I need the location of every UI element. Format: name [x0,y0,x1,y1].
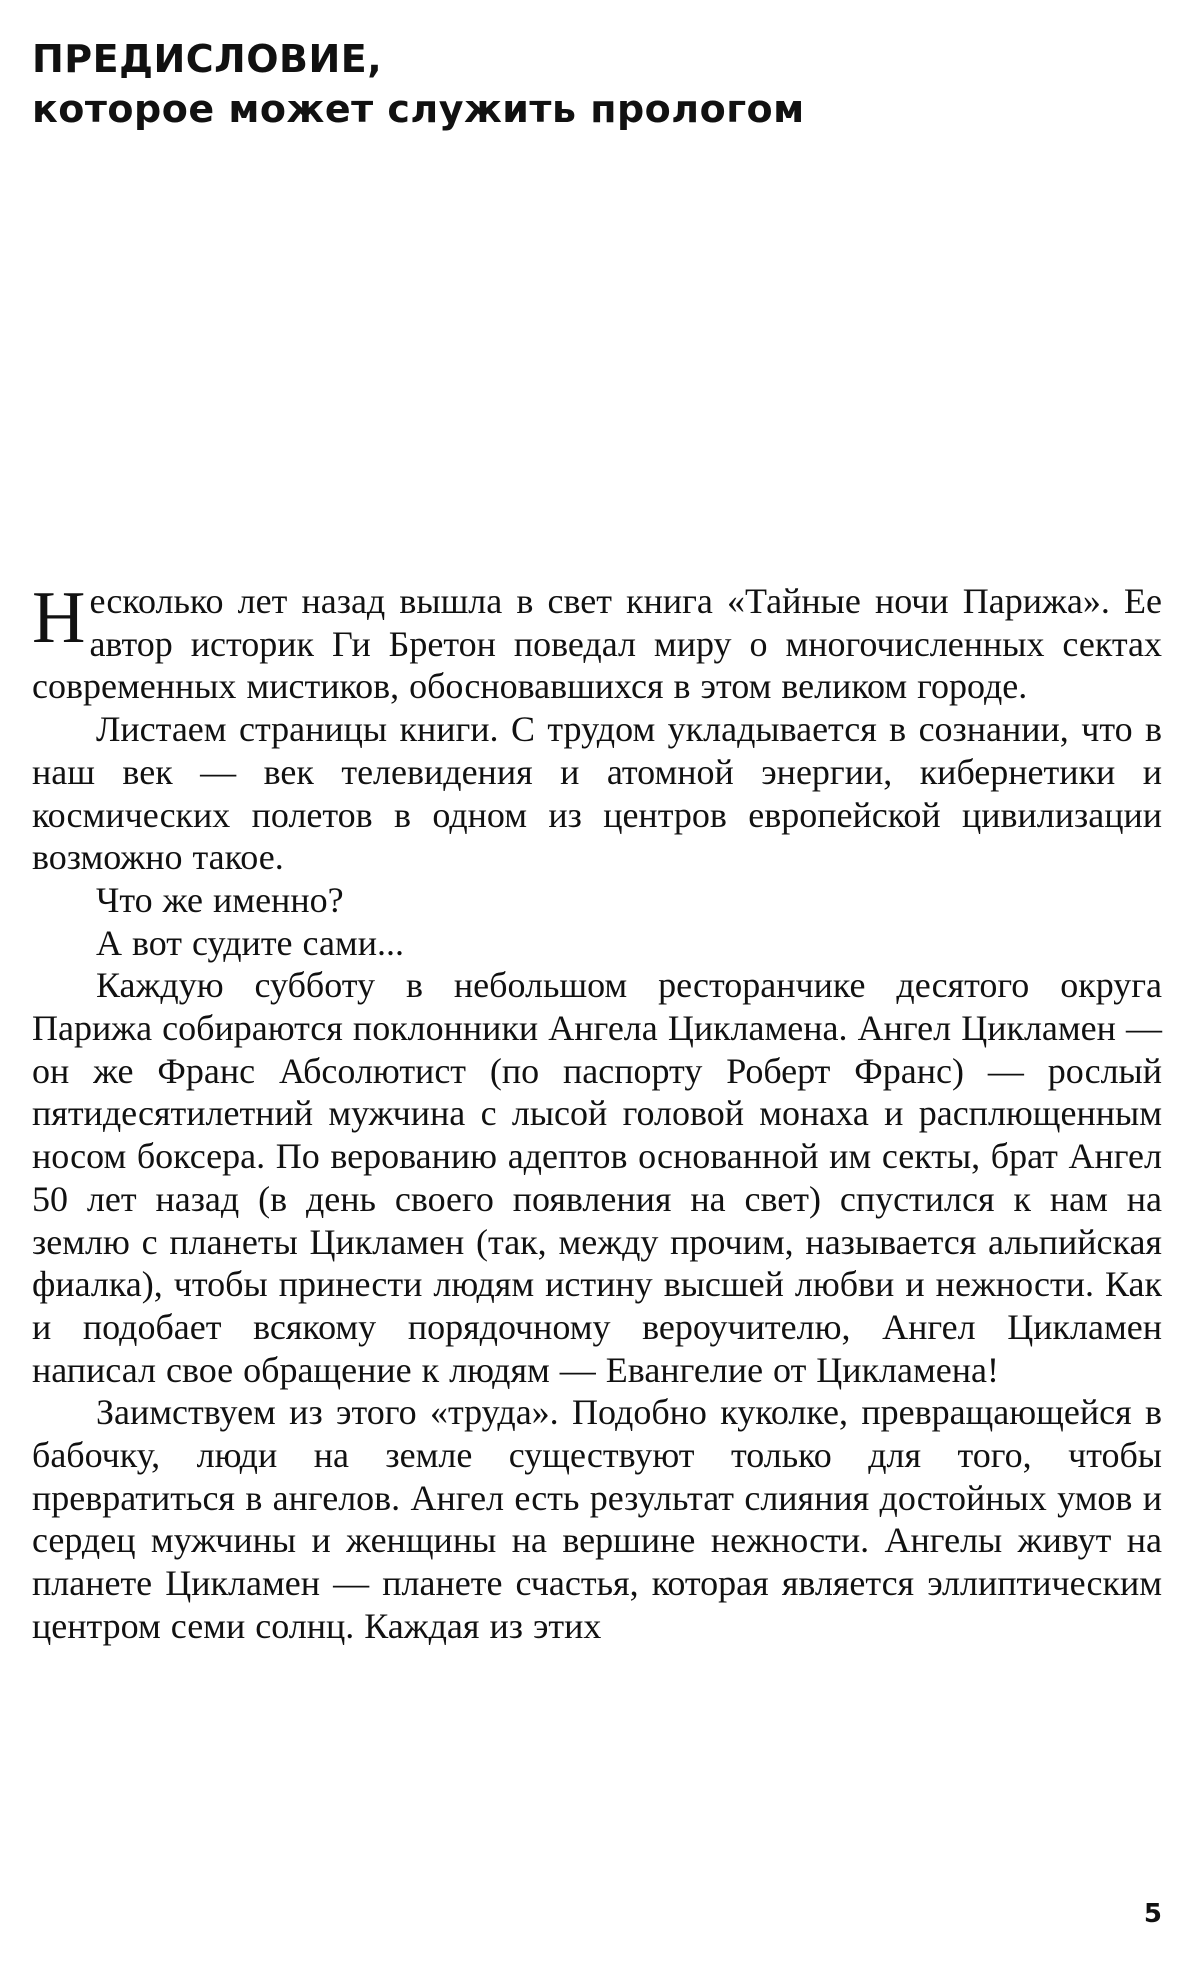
chapter-subtitle-line-2: которое может служить прологом [32,87,805,131]
paragraph-3: Что же именно? [96,879,344,920]
paragraph-6: Заимствуем из этого «труда». Подобно куколке, превращающейся в бабочку, люди на земле существуют только для того, чтобы превратиться в ангелов. Ангел есть результат слияния достойных умов и сердец мужчины и женщины на вершине нежности. Ангелы живут на планете Цикламен — планете счастья, которая является эллиптическим центром семи солнц. Каждая из этих [32,1392,1162,1646]
paragraph-5: Каждую субботу в небольшом ресторанчике десятого округа Парижа собираются поклонники Ангела Цикламена. Ангел Цикламен — он же Франс Абсолютист (по паспорту Роберт Франс) — рослый пятидесятилетний мужчина с лысой головой монаха и расплющенным носом боксера. По верованию адептов основанной им секты, брат Ангел 50 лет назад (в день своего появления на свет) спустился к нам на землю с планеты Цикламен (так, между прочим, называется альпийская фиалка), чтобы принести людям истину высшей любви и нежности. Как и подобает всякому порядочному вероучителю, Ангел Цикламен написал свое обращение к людям — Евангелие от Цикламена! [32,965,1162,1390]
chapter-title-line-1: ПРЕДИСЛОВИЕ, [32,37,383,81]
drop-cap: Н [32,577,86,659]
paragraph-2: Листаем страницы книги. С трудом укладывается в сознании, что в наш век — век телевидения и атомной энергии, кибернетики и космических полетов в одном из центров европейской цивилизации возможно такое. [32,709,1162,878]
paragraph-4: А вот судите сами... [96,922,404,963]
paragraph-1-text: есколько лет назад вышла в свет книга «Тайные ночи Парижа». Ее автор историк Ги Бретон поведал миру о многочисленных сектах современных мистиков, обосновавшихся в этом великом городе. [32,581,1162,707]
paragraph-1 [32,577,1162,708]
page-number: 5 [1143,1899,1162,1929]
chapter-title [32,34,1132,134]
body-text [32,577,1162,1648]
